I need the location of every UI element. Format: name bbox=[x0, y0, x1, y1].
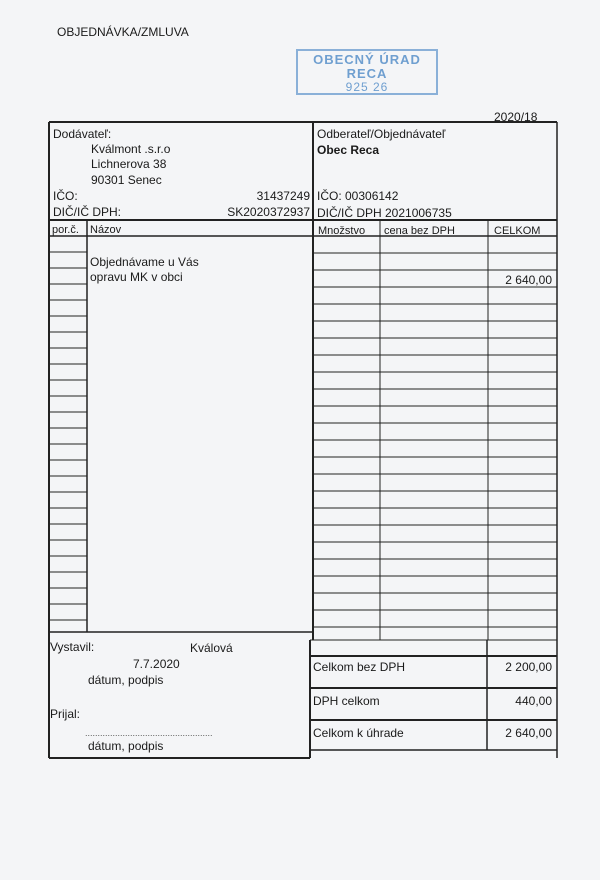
amount-due-label: Celkom k úhrade bbox=[313, 726, 404, 740]
issued-label: Vystavil: bbox=[50, 640, 95, 654]
col-header-number: por.č. bbox=[52, 224, 79, 236]
issued-sign-label: dátum, podpis bbox=[88, 673, 164, 687]
supplier-name: Kválmont .s.r.o bbox=[91, 142, 171, 156]
form-title: OBJEDNÁVKA/ZMLUVA bbox=[57, 25, 189, 39]
supplier-ico-label: IČO: bbox=[53, 189, 78, 203]
vat-total-label: DPH celkom bbox=[313, 694, 380, 708]
stamp-line-2: RECA bbox=[346, 66, 388, 81]
issued-date: 7.7.2020 bbox=[133, 657, 180, 671]
item-total: 2 640,00 bbox=[505, 273, 552, 287]
item-description-line-1: Objednávame u Vás bbox=[90, 255, 199, 269]
vat-total-value: 440,00 bbox=[515, 694, 552, 708]
stamp-line-3: 925 26 bbox=[345, 80, 389, 94]
col-header-name: Názov bbox=[90, 224, 122, 236]
supplier-heading: Dodávateľ: bbox=[53, 127, 112, 141]
supplier-street: Lichnerova 38 bbox=[91, 157, 167, 171]
customer-heading: Odberateľ/Objednávateľ bbox=[317, 127, 446, 141]
amount-due-value: 2 640,00 bbox=[505, 726, 552, 740]
issued-name: Kválová bbox=[190, 641, 233, 655]
customer-dic: DIČ/IČ DPH 2021006735 bbox=[317, 206, 452, 220]
supplier-ico: 31437249 bbox=[256, 189, 310, 203]
supplier-dic: SK2020372937 bbox=[227, 205, 310, 219]
stamp-line-1: OBECNÝ ÚRAD bbox=[313, 52, 421, 67]
order-number: 2020/18 bbox=[494, 110, 538, 124]
received-sign-label: dátum, podpis bbox=[88, 739, 164, 753]
item-description-line-2: opravu MK v obci bbox=[90, 270, 183, 284]
received-label: Prijal: bbox=[50, 707, 81, 721]
customer-ico: IČO: 00306142 bbox=[317, 189, 399, 203]
supplier-city: 90301 Senec bbox=[91, 173, 162, 187]
net-total-label: Celkom bez DPH bbox=[313, 660, 406, 674]
col-header-quantity: Množstvo bbox=[318, 225, 366, 237]
col-header-total: CELKOM bbox=[494, 225, 541, 237]
customer-name: Obec Reca bbox=[317, 143, 380, 157]
signature-line: ................................................... bbox=[85, 728, 213, 738]
net-total-value: 2 200,00 bbox=[505, 660, 552, 674]
supplier-dic-label: DIČ/IČ DPH: bbox=[53, 205, 122, 219]
col-header-price: cena bez DPH bbox=[384, 225, 455, 237]
